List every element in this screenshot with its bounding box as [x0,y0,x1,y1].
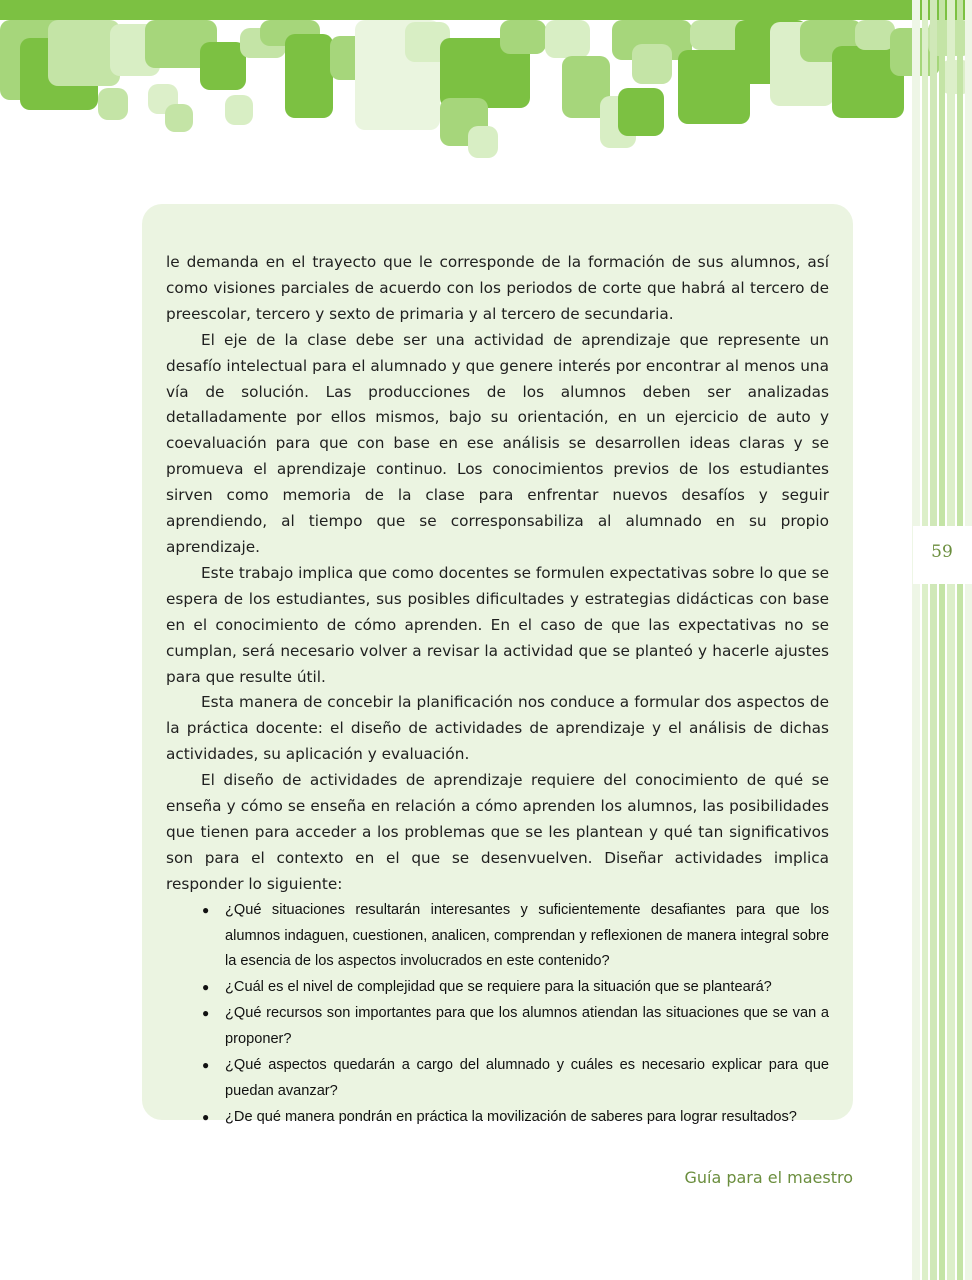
top-accent-bar [0,0,972,20]
question-list [166,898,829,1131]
bullet-icon: ● [202,980,210,995]
paragraph: El eje de la clase debe ser una actividad de aprendizaje que represente un desafío intelectual para el alumnado y que genere interés por encontrar al menos una vía de solución. Las producciones de los alumnos deben ser analizadas detalladamente por ellos mismos, bajo su orientación, en un ejercicio de auto y coevaluación para que con base en ese análisis se desarrollen ideas claras y se promueva el aprendizaje continuo. Los conocimientos previos de los estudiantes sirven como memoria de la clase para enfrentar nuevos desafíos y seguir aprendiendo, al tiempo que se corresponsabiliza al alumnado en su propio aprendizaje. [166,330,829,556]
bullet-icon: ● [202,1058,210,1073]
paragraph: Este trabajo implica que como docentes se formulen expectativas sobre lo que se espera de los estudiantes, sus posibles dificultades y estrategias didácticas con base en el conocimiento de cómo aprenden. En el caso de que las expectativas no se cumplan, será necesario volver a revisar la actividad que se planteó y hacerle ajustes para que resulte útil. [166,563,829,686]
header-decoration [0,0,972,170]
bullet-icon: ● [202,1006,210,1021]
paragraph: le demanda en el trayecto que le corresponde de la formación de sus alumnos, así como visiones parciales de acuerdo con los periodos de corte que habrá al tercero de preescolar, tercero y sexto de primaria y al tercero de secundaria. [166,253,829,323]
page-number: 59 [931,542,953,562]
bullet-icon: ● [202,1109,210,1124]
list-item: ● ¿De qué manera pondrán en práctica la movilización de saberes para lograr resultados? [166,1105,829,1131]
footer-title: Guía para el maestro [684,1168,853,1187]
list-item: ● ¿Cuál es el nivel de complejidad que se requiere para la situación que se planteará? [166,975,829,1001]
list-item: ● ¿Qué situaciones resultarán interesantes y suficientemente desafiantes para que los alumnos indaguen, cuestionen, analicen, comprendan y reflexionen de manera integral sobre la esencia de los aspectos involucrados en este contenido? [166,898,829,976]
bullet-icon: ● [202,902,210,917]
list-item: ● ¿Qué aspectos quedarán a cargo del alumnado y cuáles es necesario explicar para que puedan avanzar? [166,1053,829,1105]
side-stripes [912,0,972,1280]
paragraph: El diseño de actividades de aprendizaje requiere del conocimiento de qué se enseña y cómo se enseña en relación a cómo aprenden los alumnos, las posibilidades que tienen para acceder a los problemas que se les plantean y qué tan significativos son para el contexto en el que se desenvuelven. Diseñar actividades implica responder lo siguiente: [166,771,829,893]
paragraph: Esta manera de concebir la planificación nos conduce a formular dos aspectos de la práctica docente: el diseño de actividades de aprendizaje y el análisis de dichas actividades, su aplicación y evaluación. [166,693,829,764]
list-item: ● ¿Qué recursos son importantes para que los alumnos atiendan las situaciones que se van a proponer? [166,1001,829,1053]
body-text [166,250,829,1131]
